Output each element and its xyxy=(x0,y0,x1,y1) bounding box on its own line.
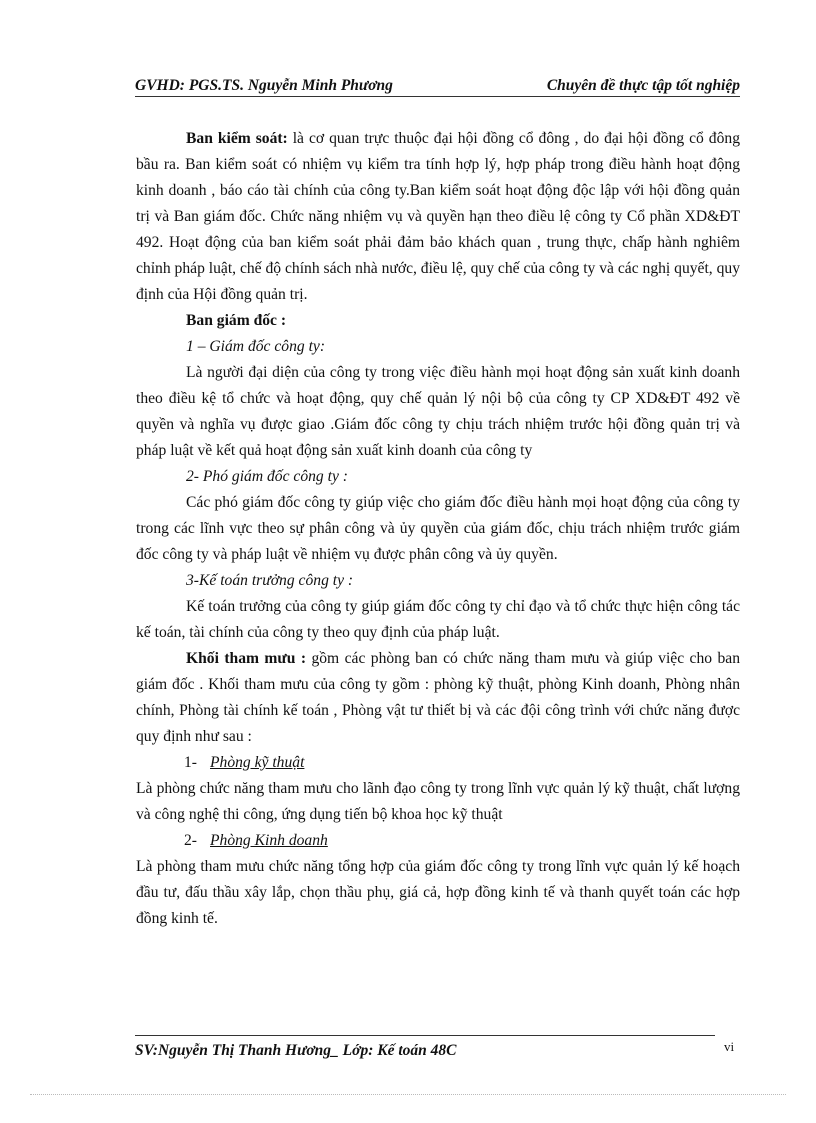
paragraph-giam-doc: Là người đại diện của công ty trong việc điều hành mọi hoạt động sản xuất kinh doanh theo điều kệ tổ chức và hoạt động, quy chế quản lý nội bộ của công ty CP XD&ĐT 492 về quyền và nghĩa vụ được giao .Giám đốc công ty chịu trách nhiệm trước hội đồng quản trị và pháp luật về kết quả hoạt động sản xuất kinh doanh của công ty xyxy=(136,364,740,459)
paragraph-ban-kiem-soat xyxy=(136,126,740,308)
page-number: vi xyxy=(724,1039,735,1054)
list-label: Phòng kỹ thuật xyxy=(210,754,305,771)
text-ban-kiem-soat: là cơ quan trực thuộc đại hội đồng cổ đông , do đại hội đồng cổ đông bầu ra. Ban kiểm soát có nhiệm vụ kiểm tra tính hợp lý, hợp pháp trong điều hành hoạt động kinh doanh , báo cáo tài chính của công ty.Ban kiểm soát hoạt động độc lập với hội đồng quản trị và Ban giám đốc. Chức năng nhiệm vụ và quyền hạn theo điều lệ công ty Cổ phần XD&ĐT 492. Hoạt động của ban kiểm soát phải đảm bảo khách quan , trung thực, chấp hành nghiêm chỉnh pháp luật, chế độ chính sách nhà nước, điều lệ, quy chế của công ty và các nghị quyết, quy định của Hội đồng quản trị. xyxy=(136,130,740,303)
heading-ke-toan-truong: 3-Kế toán trưởng công ty : xyxy=(186,572,354,589)
footer-student: SV:Nguyễn Thị Thanh Hương_ Lớp: Kế toán 48C xyxy=(135,1042,457,1059)
text-khoi-tham-muu: gồm các phòng ban có chức năng tham mưu và giúp việc cho ban giám đốc . Khối tham mưu của công ty gồm : phòng kỹ thuật, phòng Kinh doanh, Phòng nhân chính, Phòng tài chính kế toán , Phòng vật tư thiết bị và các đội công trình với chức năng được quy định như sau : xyxy=(136,650,740,745)
header-divider xyxy=(135,96,740,97)
page-bottom-border xyxy=(30,1094,786,1095)
document-body xyxy=(136,126,740,932)
page-header xyxy=(135,77,740,97)
header-title: Chuyên đề thực tập tốt nghiệp xyxy=(546,77,740,94)
heading-ban-giam-doc: Ban giám đốc : xyxy=(186,312,287,329)
heading-giam-doc: 1 – Giám đốc công ty: xyxy=(186,338,326,355)
list-number: 2- xyxy=(184,832,197,849)
term-ban-kiem-soat: Ban kiểm soát: xyxy=(186,130,288,147)
list-label: Phòng Kinh doanh xyxy=(210,832,328,849)
paragraph-ke-toan-truong: Kế toán trưởng của công ty giúp giám đốc công ty chỉ đạo và tổ chức thực hiện công tác kế toán, tài chính của công ty theo quy định của pháp luật. xyxy=(136,598,740,641)
term-khoi-tham-muu: Khối tham mưu : xyxy=(186,650,307,667)
heading-pho-giam-doc: 2- Phó giám đốc công ty : xyxy=(186,468,348,485)
footer-divider xyxy=(135,1035,715,1036)
header-advisor: GVHD: PGS.TS. Nguyễn Minh Phương xyxy=(135,77,393,94)
paragraph-khoi-tham-muu xyxy=(136,646,740,750)
list-item-phong-ky-thuat xyxy=(136,750,740,776)
paragraph-phong-ky-thuat: Là phòng chức năng tham mưu cho lãnh đạo công ty trong lĩnh vực quản lý kỹ thuật, chất lượng và công nghệ thi công, ứng dụng tiến bộ khoa học kỹ thuật xyxy=(136,780,740,823)
paragraph-pho-giam-doc: Các phó giám đốc công ty giúp việc cho giám đốc điều hành mọi hoạt động của công ty trong các lĩnh vực theo sự phân công và ủy quyền của giám đốc, chịu trách nhiệm trước giám đốc công ty và pháp luật về nhiệm vụ được phân công và ủy quyền. xyxy=(136,494,740,563)
list-number: 1- xyxy=(184,754,197,771)
paragraph-phong-kinh-doanh: Là phòng tham mưu chức năng tổng hợp của giám đốc công ty trong lĩnh vực quản lý kế hoạch đầu tư, đấu thầu xây lắp, chọn thầu phụ, giá cả, hợp đồng kinh tế và thanh quyết toán các hợp đồng kinh tế. xyxy=(136,858,740,927)
list-item-phong-kinh-doanh xyxy=(136,828,740,854)
